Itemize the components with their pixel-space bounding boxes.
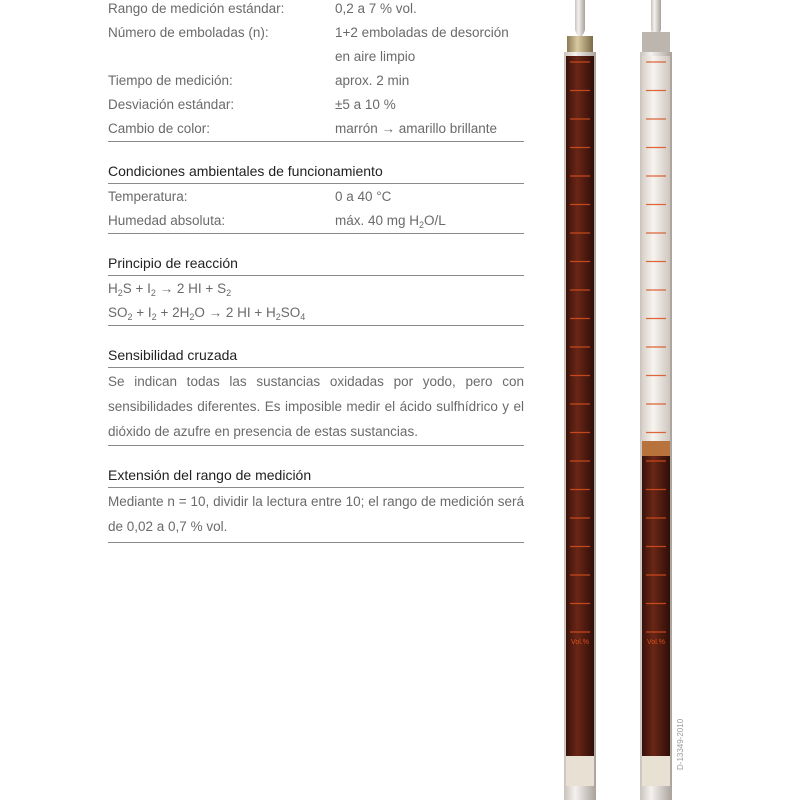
spec-label: Rango de medición estándar: [108, 1, 285, 16]
tube-stain [566, 56, 594, 756]
humidity-row [108, 209, 524, 234]
tube-end-plug [566, 756, 594, 786]
conditions-section [108, 161, 524, 234]
tube-cap [642, 32, 670, 52]
tube-reaction-zone [642, 441, 670, 456]
spec-value: 1+2 emboladas de desorción [335, 25, 509, 40]
image-code: D-13349-2010 [676, 718, 685, 770]
cross-heading: Sensibilidad cruzada [108, 345, 524, 368]
spec-label: Cambio de color: [108, 121, 211, 136]
tube-tip [651, 0, 661, 37]
reaction-equation-2: $SO_2 + I_2 + 2H_2O \to 2$ HI + $H_2SO_4$ [108, 301, 524, 326]
extension-heading: Extensión del rango de medición [108, 465, 524, 488]
spec-row-strokes [108, 21, 524, 45]
spec-row-strokes-cont [108, 45, 524, 69]
tube-clear-zone [642, 56, 670, 441]
tube-cap [567, 36, 593, 52]
scale-unit-label: Vol.% [571, 639, 589, 646]
spec-row-time [108, 69, 524, 93]
reaction-heading: Principio de reacción [108, 253, 524, 276]
spec-label: Desviación estándar: [108, 97, 235, 112]
reaction-section [108, 253, 524, 326]
spec-value: 0,2 a 7 % vol. [335, 1, 417, 16]
spec-value: marrón → amarillo brillante [335, 121, 498, 136]
temp-row [108, 185, 524, 209]
conditions-heading: Condiciones ambientales de funcionamiento [108, 161, 524, 184]
cross-text: Se indican todas las sustancias oxidadas por yodo, pero con sensibilidades diferentes. Es imposible medir el ácido sulfhídrico y el dióxido de azufre en presencia de estas sustancias. [108, 368, 524, 446]
spec-value: aprox. 2 min [335, 73, 410, 88]
spec-label: Tiempo de medición: [108, 73, 233, 88]
spec-row-color [108, 117, 524, 142]
spec-row-range [108, 0, 524, 21]
reaction-equation-1: $H_2S + I_2 \to 2$ HI + $S_2$ [108, 281, 232, 298]
spec-row-deviation [108, 93, 524, 117]
tube-stain [642, 456, 670, 756]
document [108, 0, 524, 543]
humidity-value: máx. 40 mg $H_2O/L$ [335, 213, 446, 230]
left-detector-tube [540, 0, 620, 800]
temp-value: 0 a 40 °C [335, 189, 392, 204]
cross-section [108, 345, 524, 446]
spec-label: Número de emboladas (n): [108, 25, 269, 40]
spec-value: ±5 a 10 % [335, 97, 396, 112]
spec-value: en aire limpio [335, 49, 416, 64]
extension-text: Mediante n = 10, dividir la lectura entre 10; el rango de medición será de 0,02 a 0,7 % vol. [108, 488, 524, 543]
tube-tip [575, 0, 585, 37]
tube-end-plug [642, 756, 670, 786]
right-detector-tube [616, 0, 696, 800]
spec-table [108, 0, 524, 142]
humidity-label: Humedad absoluta: [108, 213, 226, 228]
temp-label: Temperatura: [108, 189, 188, 204]
extension-section [108, 465, 524, 543]
scale-unit-label: Vol.% [647, 639, 665, 646]
